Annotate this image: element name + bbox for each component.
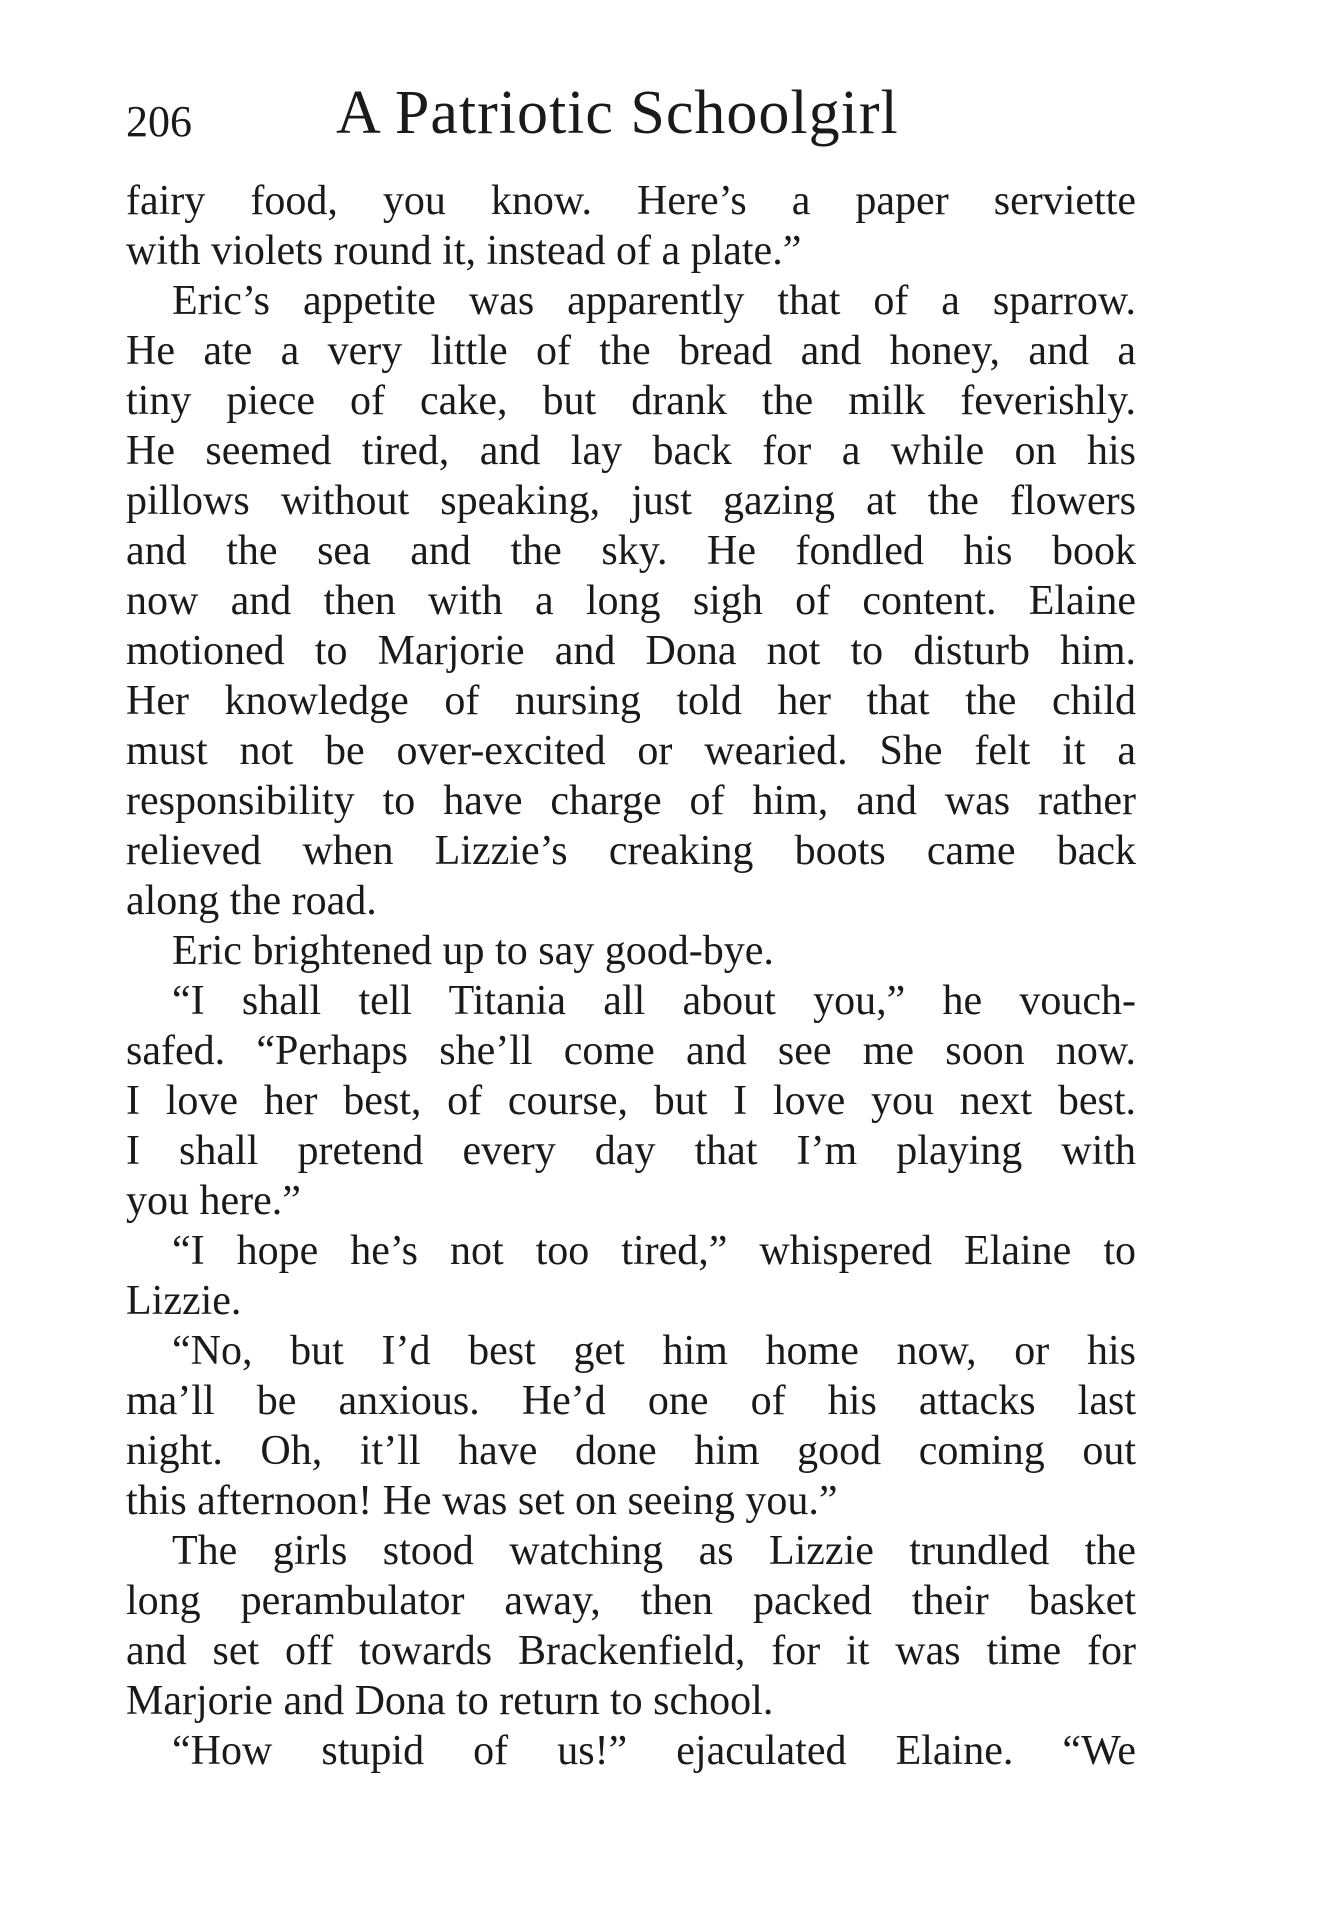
text-line: pillows without speaking, just gazing at the flowers [126, 478, 1136, 524]
text-line: I love her best, of course, but I love you next best. [126, 1078, 1136, 1124]
text-line: “How stupid of us!” ejaculated Elaine. “We [172, 1728, 1136, 1774]
text-line: safed. “Perhaps she’ll come and see me soon now. [126, 1028, 1136, 1074]
text-line: long perambulator away, then packed their basket [126, 1578, 1136, 1624]
text-line: with violets round it, instead of a plate.” [126, 228, 802, 274]
text-line: along the road. [126, 878, 377, 924]
text-line: and the sea and the sky. He fondled his book [126, 528, 1136, 574]
text-line: tiny piece of cake, but drank the milk feverishly. [126, 378, 1136, 424]
text-line: must not be over-excited or wearied. She felt it a [126, 728, 1136, 774]
text-line: “No, but I’d best get him home now, or his [172, 1328, 1136, 1374]
text-line: “I hope he’s not too tired,” whispered Elaine to [172, 1228, 1136, 1274]
text-line: this afternoon! He was set on seeing you.” [126, 1478, 838, 1524]
text-line: you here.” [126, 1178, 301, 1224]
text-line: now and then with a long sigh of content. Elaine [126, 578, 1136, 624]
text-line: fairy food, you know. Here’s a paper serviette [126, 178, 1136, 224]
text-line: responsibility to have charge of him, and was rather [126, 778, 1136, 824]
text-line: Eric brightened up to say good-bye. [172, 928, 774, 974]
text-line: motioned to Marjorie and Dona not to disturb him. [126, 628, 1136, 674]
text-line: He ate a very little of the bread and honey, and a [126, 328, 1136, 374]
page-number: 206 [126, 97, 192, 146]
text-line: and set off towards Brackenfield, for it was time for [126, 1628, 1136, 1674]
text-line: He seemed tired, and lay back for a while on his [126, 428, 1136, 474]
body-text [126, 176, 1136, 1776]
text-line: Lizzie. [126, 1278, 242, 1324]
text-line: relieved when Lizzie’s creaking boots came back [126, 828, 1136, 874]
text-line: ma’ll be anxious. He’d one of his attacks last [126, 1378, 1136, 1424]
text-line: Marjorie and Dona to return to school. [126, 1678, 774, 1724]
running-title: A Patriotic Schoolgirl [336, 79, 899, 147]
text-line: night. Oh, it’ll have done him good coming out [126, 1428, 1136, 1474]
text-line: “I shall tell Titania all about you,” he vouch- [172, 978, 1136, 1024]
running-head [126, 78, 1136, 158]
text-line: The girls stood watching as Lizzie trundled the [172, 1528, 1136, 1574]
text-line: Her knowledge of nursing told her that the child [126, 678, 1136, 724]
text-line: I shall pretend every day that I’m playing with [126, 1128, 1136, 1174]
text-line: Eric’s appetite was apparently that of a sparrow. [172, 278, 1136, 324]
